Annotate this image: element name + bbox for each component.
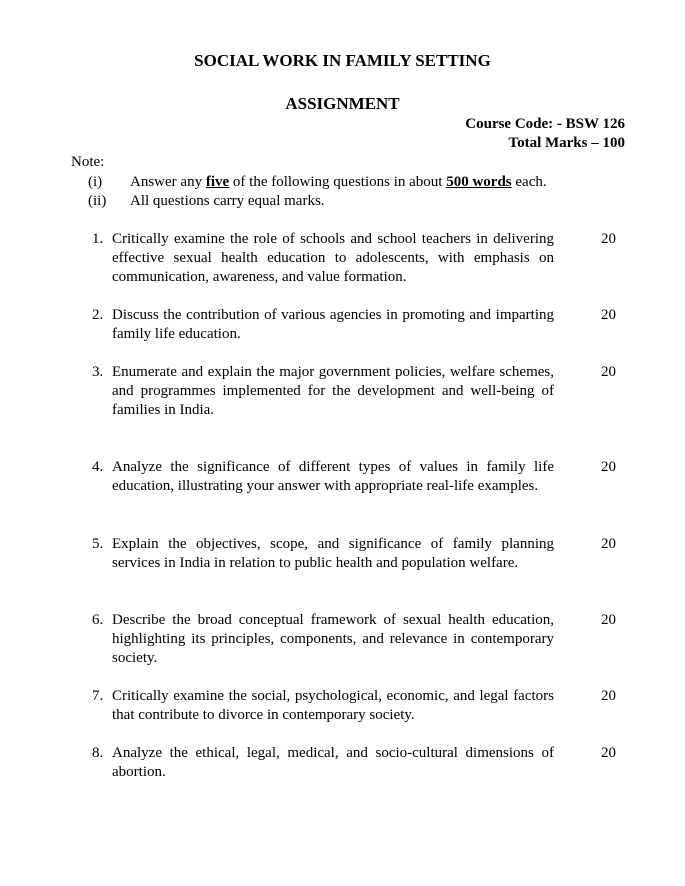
note-numeral: (i): [88, 174, 103, 190]
note-text: Answer any: [130, 174, 206, 190]
note-item: [88, 192, 325, 211]
question-marks: 20: [601, 536, 616, 552]
question-number: 5.: [92, 536, 104, 552]
question-marks: 20: [601, 364, 616, 380]
question-number: 4.: [92, 459, 104, 475]
question-text: Discuss the contribution of various agencies in promoting and imparting family life education.: [112, 307, 554, 343]
question-marks: 20: [601, 231, 616, 247]
question-number: 3.: [92, 364, 104, 380]
question-item: [92, 744, 554, 782]
question-text: Critically examine the role of schools and school teachers in delivering effective sexual health education to adolescents, with emphasis on communication, awareness, and value formation.: [112, 231, 554, 286]
note-label: Note:: [71, 154, 105, 170]
question-number: 1.: [92, 231, 104, 247]
question-item: [92, 458, 554, 496]
question-item: [92, 306, 554, 344]
question-text: Explain the objectives, scope, and significance of family planning services in India in relation to public health and population welfare.: [112, 536, 554, 572]
page-subtitle: ASSIGNMENT: [285, 94, 400, 113]
note-numeral: (ii): [88, 193, 107, 209]
question-number: 7.: [92, 688, 104, 704]
question-text: Analyze the ethical, legal, medical, and socio-cultural dimensions of abortion.: [112, 745, 554, 781]
question-item: [92, 535, 554, 573]
note-emphasis: five: [205, 174, 230, 190]
question-marks: 20: [601, 688, 616, 704]
question-text: Enumerate and explain the major government policies, welfare schemes, and programmes implemented for the development and well-being of families in India.: [112, 364, 554, 419]
question-item: [92, 230, 554, 288]
question-text: Critically examine the social, psychological, economic, and legal factors that contribute to divorce in contemporary society.: [112, 688, 554, 724]
question-marks: 20: [601, 612, 616, 628]
question-item: [92, 363, 554, 421]
total-marks: Total Marks – 100: [508, 135, 625, 151]
course-code: Course Code: - BSW 126: [465, 116, 625, 132]
question-marks: 20: [601, 307, 616, 323]
question-number: 2.: [92, 307, 104, 323]
question-number: 8.: [92, 745, 104, 761]
note-item: [88, 173, 547, 192]
question-marks: 20: [601, 745, 616, 761]
note-text: All questions carry equal marks.: [130, 193, 325, 209]
question-item: [92, 687, 554, 725]
question-item: [92, 611, 554, 669]
question-number: 6.: [92, 612, 104, 628]
question-marks: 20: [601, 459, 616, 475]
note-emphasis: 500 words: [446, 174, 512, 190]
question-text: Describe the broad conceptual framework of sexual health education, highlighting its principles, components, and relevance in contemporary society.: [112, 612, 554, 667]
question-text: Analyze the significance of different types of values in family life education, illustrating your answer with appropriate real-life examples.: [112, 459, 554, 495]
page-title: SOCIAL WORK IN FAMILY SETTING: [194, 51, 491, 70]
note-text: each.: [511, 174, 547, 190]
note-text: of the following questions in about: [229, 174, 447, 190]
